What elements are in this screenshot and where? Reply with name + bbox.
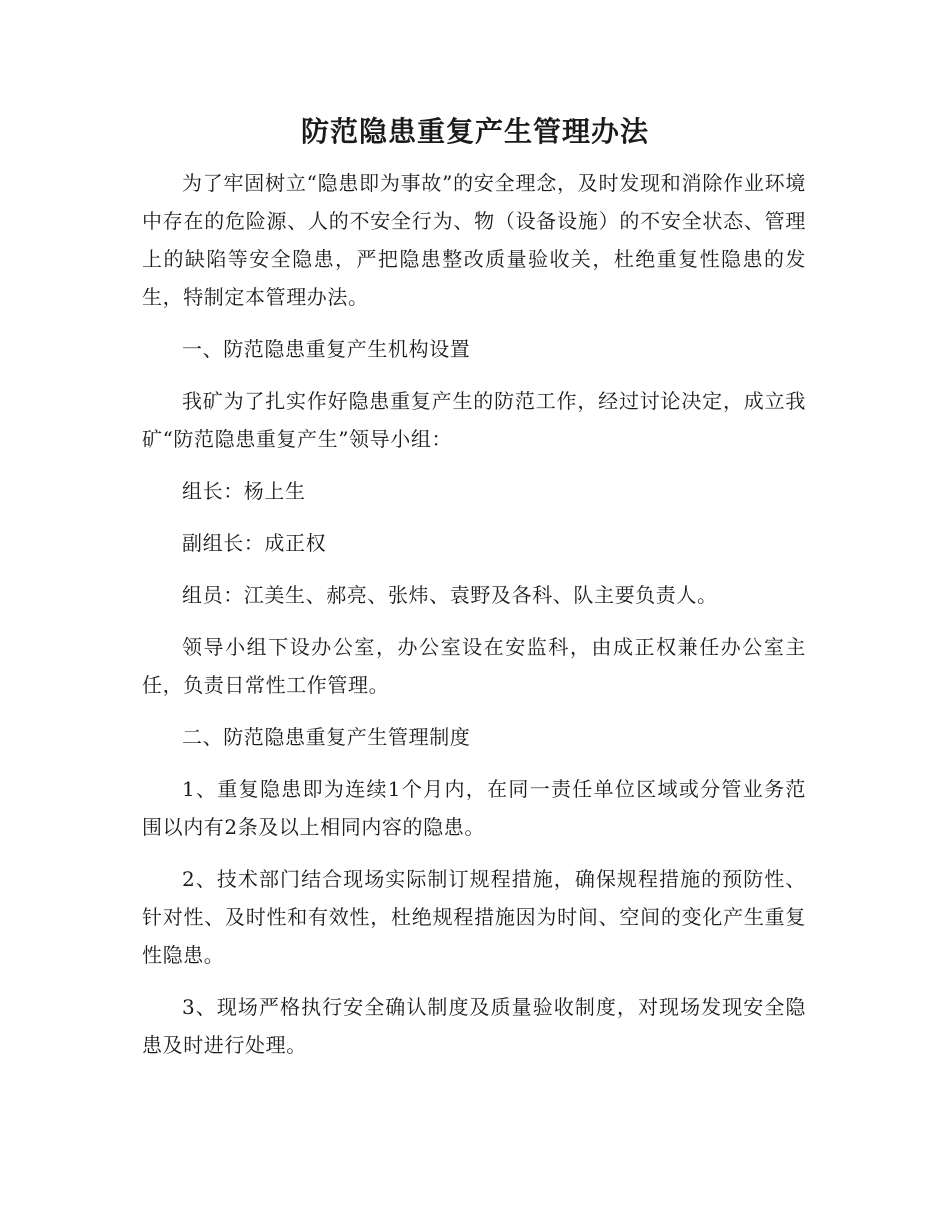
paragraph-leader: 组长：杨上生 xyxy=(182,479,306,503)
paragraph-intro: 为了牢固树立“隐患即为事故”的安全理念，及时发现和消除作业环境中存在的危险源、人的不安全行为、物（设备设施）的不安全状态、管理上的缺陷等安全隐患，严把隐患整改质量验收关，杜绝重复性隐患的发生，特制定本管理办法。 xyxy=(142,171,806,309)
document-body xyxy=(142,164,806,1064)
document-title: 防范隐患重复产生管理办法 xyxy=(300,115,649,148)
section-heading-2: 二、防范隐患重复产生管理制度 xyxy=(182,725,471,749)
paragraph-deputy-leader: 副组长：成正权 xyxy=(182,531,327,555)
paragraph-rule-2: 2、技术部门结合现场实际制订规程措施，确保规程措施的预防性、针对性、及时性和有效性，杜绝规程措施因为时间、空间的变化产生重复性隐患。 xyxy=(142,867,806,967)
section-heading-1: 一、防范隐患重复产生机构设置 xyxy=(182,337,471,361)
paragraph-rule-1: 1、重复隐患即为连续1个月内，在同一责任单位区域或分管业务范围以内有2条及以上相同内容的隐患。 xyxy=(142,777,806,839)
paragraph-organization: 我矿为了扎实作好隐患重复产生的防范工作，经过讨论决定，成立我矿“防范隐患重复产生”领导小组： xyxy=(142,389,806,451)
paragraph-members: 组员：江美生、郝亮、张炜、袁野及各科、队主要负责人。 xyxy=(182,583,718,607)
paragraph-office: 领导小组下设办公室，办公室设在安监科，由成正权兼任办公室主任，负责日常性工作管理。 xyxy=(142,635,806,697)
paragraph-rule-3: 3、现场严格执行安全确认制度及质量验收制度，对现场发现安全隐患及时进行处理。 xyxy=(142,995,806,1057)
